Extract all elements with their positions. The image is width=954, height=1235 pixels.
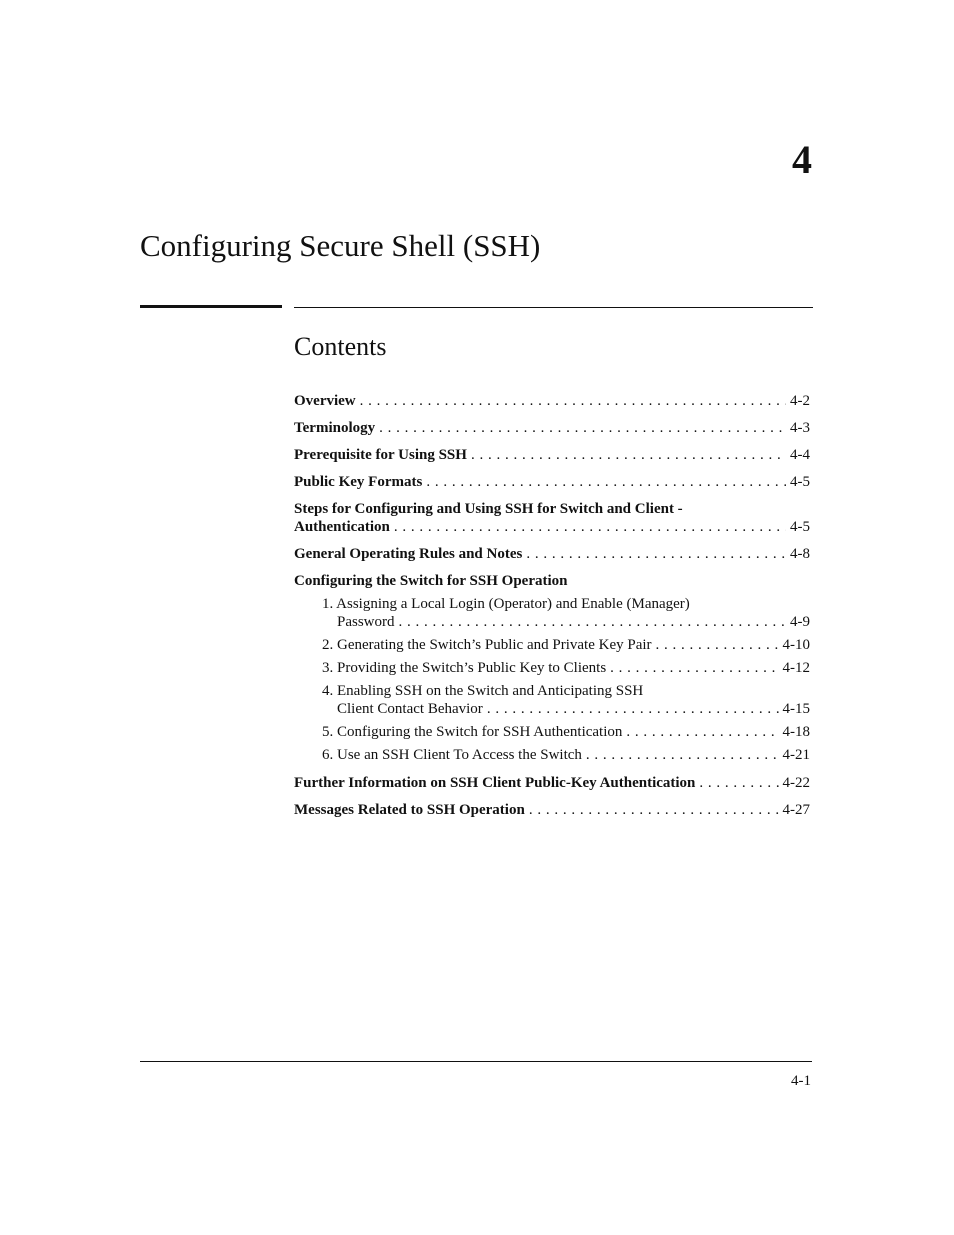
- toc-entry-title: General Operating Rules and Notes: [294, 546, 523, 562]
- page-number: 4-1: [791, 1073, 811, 1089]
- toc-page-number: 4-5: [790, 519, 810, 535]
- toc-leader-dots: [394, 518, 786, 536]
- toc-page-number: 4-8: [790, 546, 810, 562]
- toc-subentry-title: 1. Assigning a Local Login (Operator) and Enable (Manager): [322, 596, 690, 612]
- toc-entry-title: Public Key Formats: [294, 474, 423, 490]
- toc-subentry-title: 3. Providing the Switch’s Public Key to Clients: [322, 660, 607, 676]
- toc-entry-public-key-formats[interactable]: [294, 473, 810, 491]
- toc-leader-dots: [526, 545, 786, 563]
- toc-page-number: 4-18: [782, 724, 810, 740]
- toc-subentry-title: 4. Enabling SSH on the Switch and Anticipating SSH: [322, 683, 644, 699]
- chapter-title: Configuring Secure Shell (SSH): [140, 228, 541, 263]
- toc-page-number: 4-4: [790, 447, 810, 463]
- toc-subentry-4[interactable]: [322, 682, 810, 718]
- toc-leader-dots: [610, 659, 778, 677]
- table-of-contents: [294, 392, 810, 828]
- toc-page-number: 4-9: [790, 614, 810, 630]
- toc-page-number: 4-12: [782, 660, 810, 676]
- footer-rule: [140, 1061, 812, 1062]
- toc-leader-dots: [379, 419, 786, 437]
- toc-page-number: 4-15: [782, 701, 810, 717]
- toc-subentry-2[interactable]: [322, 636, 810, 654]
- toc-leader-dots: [360, 392, 786, 410]
- toc-entry-title: Further Information on SSH Client Public-Key Authentication: [294, 775, 696, 791]
- toc-page-number: 4-21: [782, 747, 810, 763]
- toc-entry-title-continued: Authentication: [294, 519, 390, 535]
- toc-leader-dots: [656, 636, 779, 654]
- toc-leader-dots: [399, 613, 786, 631]
- toc-leader-dots: [487, 700, 779, 718]
- toc-entry-overview[interactable]: [294, 392, 810, 410]
- title-rule-long: [294, 307, 813, 308]
- toc-page-number: 4-22: [782, 775, 810, 791]
- toc-entry-title: Steps for Configuring and Using SSH for Switch and Client -: [294, 501, 683, 517]
- toc-entry-general-rules[interactable]: [294, 545, 810, 563]
- toc-page-number: 4-5: [790, 474, 810, 490]
- toc-subentry-3[interactable]: [322, 659, 810, 677]
- toc-leader-dots: [426, 473, 786, 491]
- toc-leader-dots: [586, 746, 779, 764]
- toc-entry-title: Terminology: [294, 420, 376, 436]
- toc-entry-title: Overview: [294, 393, 356, 409]
- toc-page-number: 4-2: [790, 393, 810, 409]
- toc-subentry-title: 5. Configuring the Switch for SSH Authentication: [322, 724, 623, 740]
- toc-entry-terminology[interactable]: [294, 419, 810, 437]
- toc-subentry-5[interactable]: [322, 723, 810, 741]
- toc-entry-configuring-switch[interactable]: [294, 572, 810, 590]
- toc-entry-title: Configuring the Switch for SSH Operation: [294, 573, 568, 589]
- toc-subentry-6[interactable]: [322, 746, 810, 764]
- toc-entry-steps-configuring[interactable]: [294, 500, 810, 536]
- toc-entry-title: Prerequisite for Using SSH: [294, 447, 467, 463]
- contents-heading: Contents: [294, 332, 387, 361]
- toc-page-number: 4-27: [782, 802, 810, 818]
- chapter-number: 4: [792, 137, 812, 182]
- toc-leader-dots: [626, 723, 778, 741]
- toc-leader-dots: [699, 774, 778, 792]
- toc-entry-messages[interactable]: [294, 801, 810, 819]
- toc-subentry-title-continued: Client Contact Behavior: [337, 701, 483, 717]
- toc-entry-title: Messages Related to SSH Operation: [294, 802, 525, 818]
- toc-entry-further-information[interactable]: [294, 774, 810, 792]
- toc-subentry-title-continued: Password: [337, 614, 395, 630]
- toc-page-number: 4-10: [782, 637, 810, 653]
- toc-leader-dots: [471, 446, 786, 464]
- toc-entry-prerequisite[interactable]: [294, 446, 810, 464]
- toc-leader-dots: [529, 801, 779, 819]
- toc-subentry-title: 2. Generating the Switch’s Public and Private Key Pair: [322, 637, 652, 653]
- toc-subentry-title: 6. Use an SSH Client To Access the Switch: [322, 747, 582, 763]
- toc-page-number: 4-3: [790, 420, 810, 436]
- title-rule-short: [140, 305, 282, 308]
- toc-subentry-1[interactable]: [322, 595, 810, 631]
